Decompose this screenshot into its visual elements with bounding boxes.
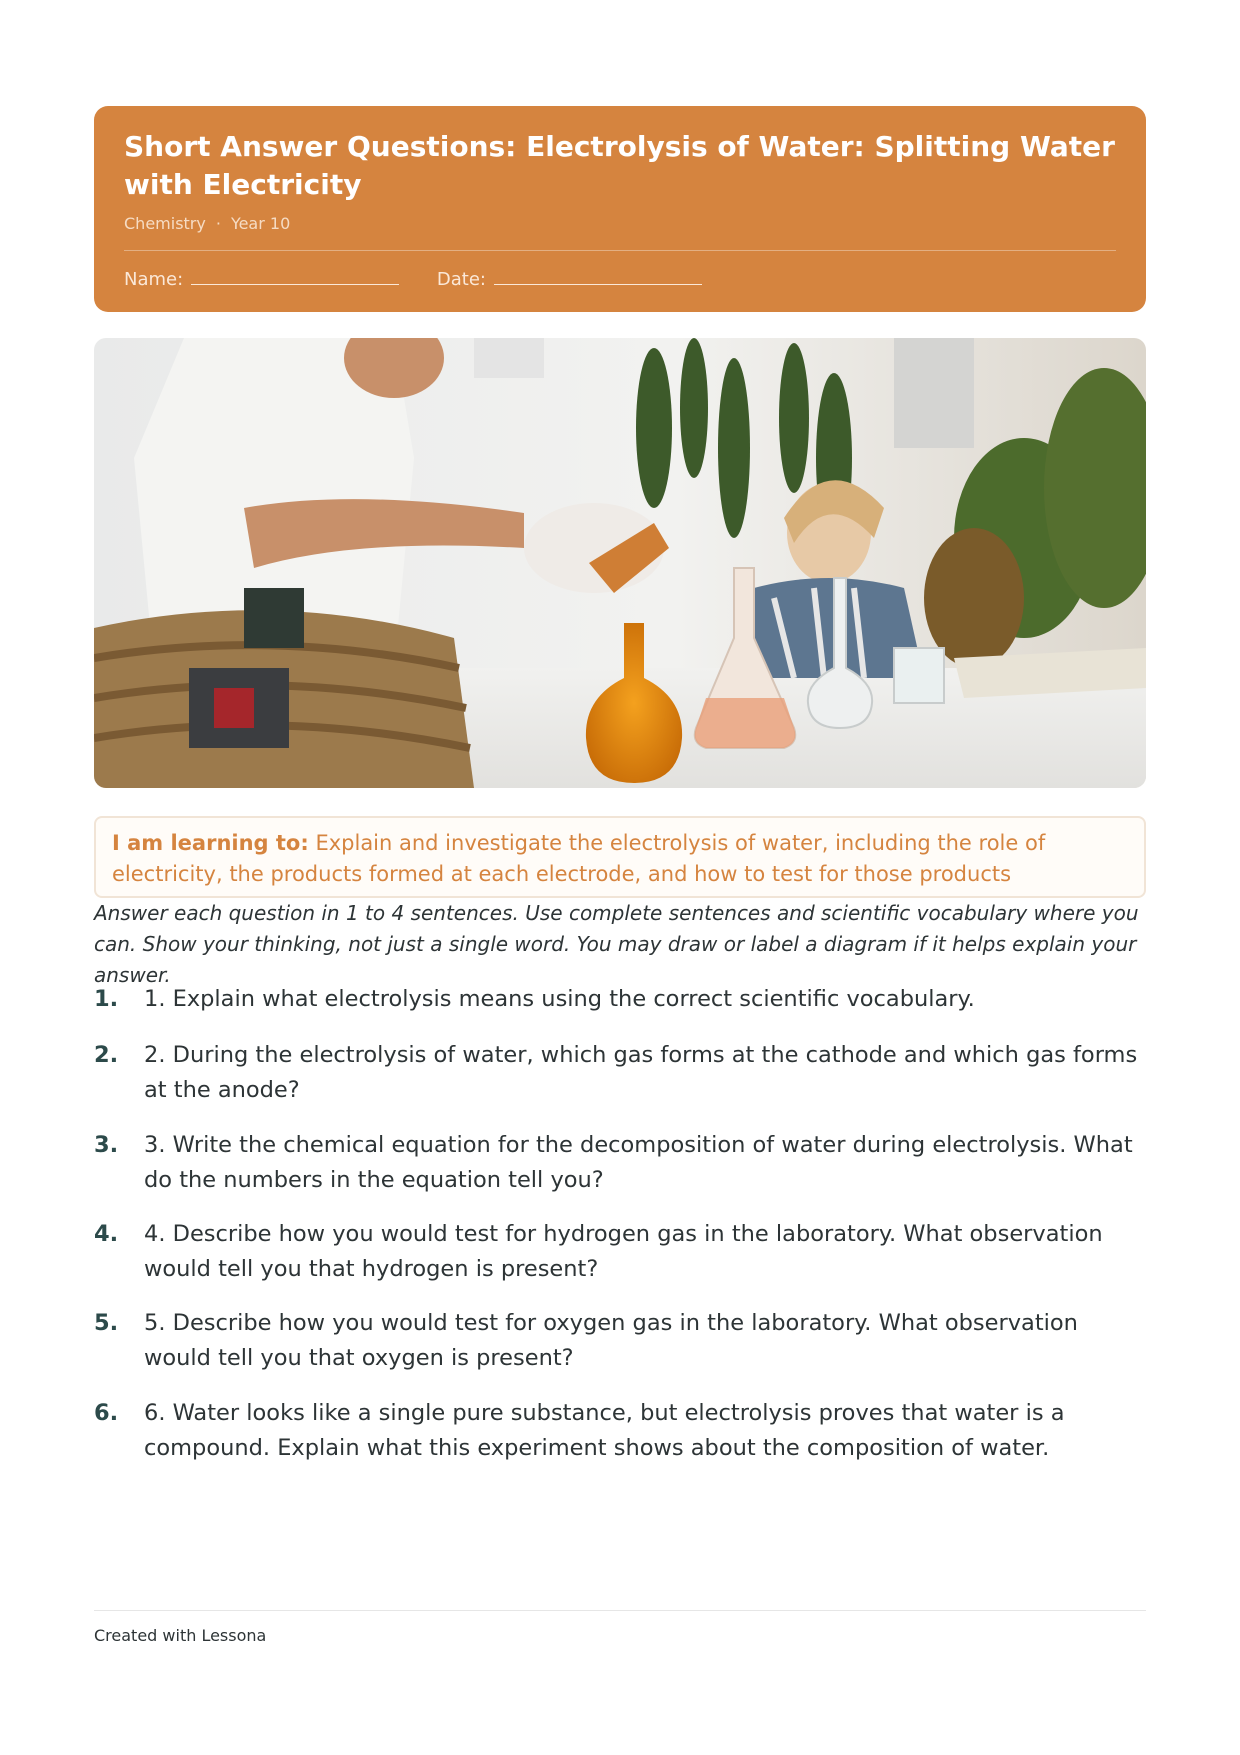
question-text: 2. During the electrolysis of water, which gas forms at the cathode and which gas forms at the anode? xyxy=(144,1042,1138,1103)
learning-goal-lead: I am learning to: xyxy=(112,831,309,855)
question-text: 5. Describe how you would test for oxygen gas in the laboratory. What observation would tell you that oxygen is present? xyxy=(144,1310,1078,1371)
question-text: 1. Explain what electrolysis means using the correct scientific vocabulary. xyxy=(144,986,975,1012)
question-text: 4. Describe how you would test for hydrogen gas in the laboratory. What observation would tell you that hydrogen is present? xyxy=(144,1221,1103,1282)
meta-separator: · xyxy=(215,214,221,233)
question-number: 2. xyxy=(94,1042,119,1068)
question-number: 1. xyxy=(94,986,119,1012)
question-item xyxy=(94,1217,1146,1287)
name-field[interactable] xyxy=(124,266,399,294)
question-item xyxy=(94,982,1146,1017)
student-fields xyxy=(124,266,734,294)
learning-goal-box xyxy=(94,816,1146,898)
question-item xyxy=(94,1038,1146,1108)
worksheet-title: Short Answer Questions: Electrolysis of Water: Splitting Water with Electricity xyxy=(124,130,1115,201)
question-number: 6. xyxy=(94,1400,119,1426)
question-item xyxy=(94,1396,1146,1466)
date-line xyxy=(494,268,702,285)
instructions: Answer each question in 1 to 4 sentences. Use complete sentences and scientific vocabulary where you can. Show your thinking, not just a single word. You may draw or label a diagram if it helps explain your answer. xyxy=(94,901,1139,987)
question-number: 5. xyxy=(94,1310,119,1336)
question-item xyxy=(94,1306,1146,1376)
worksheet-header xyxy=(94,106,1146,312)
question-item xyxy=(94,1128,1146,1198)
header-divider xyxy=(124,250,1116,251)
question-number: 4. xyxy=(94,1221,119,1247)
date-label: Date: xyxy=(436,269,486,290)
worksheet-meta xyxy=(124,214,1116,234)
subject-label: Chemistry xyxy=(124,214,206,233)
name-line xyxy=(191,268,399,285)
question-number: 3. xyxy=(94,1132,119,1158)
year-label: Year 10 xyxy=(230,214,291,233)
footer-divider xyxy=(94,1610,1146,1611)
learning-goal-text: Explain and investigate the electrolysis of water, including the role of electricity, the products formed at each electrode, and how to test for those products xyxy=(112,831,1046,886)
footer-credit: Created with Lessona xyxy=(94,1626,267,1645)
question-text: 3. Write the chemical equation for the decomposition of water during electrolysis. What do the numbers in the equation tell you? xyxy=(144,1132,1133,1193)
name-label: Name: xyxy=(124,269,184,290)
date-field[interactable] xyxy=(437,266,702,294)
lab-photo xyxy=(94,338,1146,788)
question-text: 6. Water looks like a single pure substance, but electrolysis proves that water is a compound. Explain what this experiment shows about the composition of water. xyxy=(144,1400,1065,1461)
